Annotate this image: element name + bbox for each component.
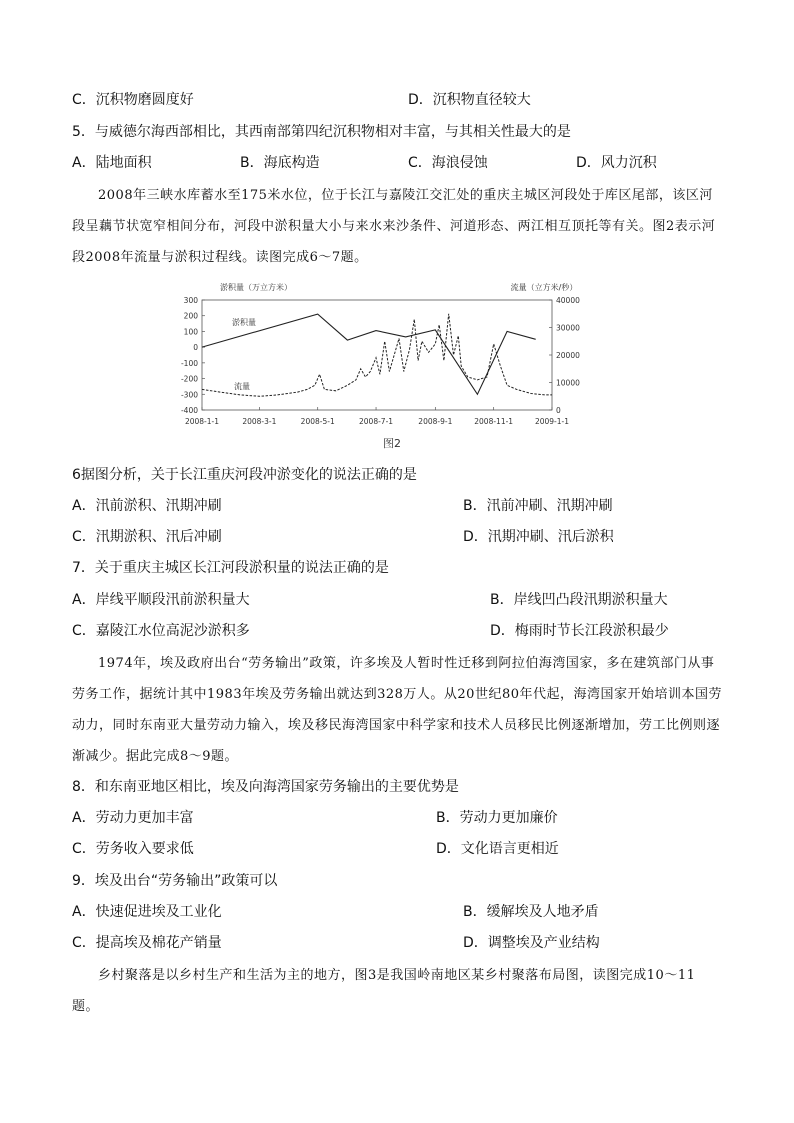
x-tick-label: 2008-7-1 xyxy=(359,417,394,426)
passage-2: 1974年，埃及政府出台“劳务输出”政策，许多埃及人暂时性迁移到阿拉伯海湾国家，多在建筑部门从事劳务工作，据统计其中1983年埃及劳务输出就达到328万人。从20世纪80年代起，海湾国家开始培训本国劳动力，同时东南亚大量劳动力输入，埃及移民海湾国家中科学家和技术人员移民比例逐渐增加，劳工比例则逐渐减少。据此完成8～9题。 xyxy=(72,656,722,764)
q6-option-d: D．汛期冲刷、汛后淤积 xyxy=(463,529,614,545)
passage-1: 2008年三峡水库蓄水至175米水位，位于长江与嘉陵江交汇处的重庆主城区河段处于库区尾部，该区河段呈藕节状宽窄相间分布，河段中淤积量大小与来水来沙条件、河道形态、两江相互顶托等有关。图2表示河段2008年流量与淤积过程线。读图完成6～7题。 xyxy=(72,188,716,265)
q9-stem: 9．埃及出台“劳务输出”政策可以 xyxy=(72,873,278,889)
left-tick-label: -100 xyxy=(180,358,198,368)
x-tick-label: 2009-1-1 xyxy=(534,417,570,426)
left-tick-label: 200 xyxy=(183,311,198,321)
q8-stem: 8．和东南亚地区相比，埃及向海湾国家劳务输出的主要优势是 xyxy=(72,779,459,795)
right-tick-label: 20000 xyxy=(556,351,580,360)
q8-option-a: A．劳动力更加丰富 xyxy=(72,810,194,826)
q6-option-a: A．汛前淤积、汛期冲刷 xyxy=(72,498,222,514)
left-axis-label: 淤积量（万立方米） xyxy=(220,283,292,292)
q4-option-d: D．沉积物直径较大 xyxy=(408,92,531,108)
q8-option-b: B．劳动力更加廉价 xyxy=(436,810,558,826)
q8-option-c: C．劳务收入要求低 xyxy=(72,841,194,857)
left-tick-label: -200 xyxy=(180,374,198,384)
q7-option-a: A．岸线平顺段汛前淤积量大 xyxy=(72,592,250,608)
q9-option-a: A．快速促进埃及工业化 xyxy=(72,904,222,920)
right-axis-label: 流量（立方米/秒） xyxy=(510,283,578,292)
figure-2-caption: 图2 xyxy=(383,437,401,450)
left-tick-label: 300 xyxy=(183,296,198,305)
q7-stem: 7．关于重庆主城区长江河段淤积量的说法正确的是 xyxy=(72,560,389,576)
q9-option-c: C．提高埃及棉花产销量 xyxy=(72,935,222,951)
q6-option-b: B．汛前冲刷、汛期冲刷 xyxy=(463,498,613,514)
q5-stem: 5．与威德尔海西部相比，其西南部第四纪沉积物相对丰富，与其相关性最大的是 xyxy=(72,124,571,140)
left-tick-label: -400 xyxy=(180,406,198,415)
x-tick-label: 2008-11-1 xyxy=(474,417,514,426)
q5-option-d: D．风力沉积 xyxy=(576,155,657,171)
x-tick-label: 2008-1-1 xyxy=(184,417,220,426)
right-tick-label: 10000 xyxy=(556,378,580,388)
q9-option-b: B．缓解埃及人地矛盾 xyxy=(463,904,599,920)
x-tick-label: 2008-5-1 xyxy=(300,417,335,426)
q7-option-d: D．梅雨时节长江段淤积最少 xyxy=(490,623,669,639)
q9-option-d: D．调整埃及产业结构 xyxy=(463,935,600,951)
left-tick-label: -300 xyxy=(180,390,198,400)
q7-option-c: C．嘉陵江水位高泥沙淤积多 xyxy=(72,623,250,639)
plot-frame xyxy=(202,300,552,410)
x-tick-label: 2008-9-1 xyxy=(418,417,453,426)
q4-option-c: C．沉积物磨圆度好 xyxy=(72,92,194,108)
q6-option-c: C．汛期淤积、汛后冲刷 xyxy=(72,529,222,545)
x-tick-label: 2008-3-1 xyxy=(242,417,277,426)
right-tick-label: 30000 xyxy=(556,323,580,333)
passage-3: 乡村聚落是以乡村生产和生活为主的地方，图3是我国岭南地区某乡村聚落布局图，读图完成10～11题。 xyxy=(72,968,696,1014)
right-tick-label: 0 xyxy=(556,406,561,415)
right-tick-label: 40000 xyxy=(556,296,580,305)
figure-2-chart xyxy=(172,276,592,436)
left-tick-label: 0 xyxy=(193,343,198,353)
q5-option-b: B．海底构造 xyxy=(240,155,320,171)
left-tick-label: 100 xyxy=(183,327,198,337)
series-label-sedimentation: 淤积量 xyxy=(232,318,256,327)
q7-option-b: B．岸线凹凸段汛期淤积量大 xyxy=(490,592,668,608)
q5-option-c: C．海浪侵蚀 xyxy=(408,155,488,171)
q8-option-d: D．文化语言更相近 xyxy=(436,841,559,857)
series-label-discharge: 流量 xyxy=(234,382,250,391)
q6-stem: 6据图分析，关于长江重庆河段冲淤变化的说法正确的是 xyxy=(72,467,417,483)
q5-option-a: A．陆地面积 xyxy=(72,155,152,171)
